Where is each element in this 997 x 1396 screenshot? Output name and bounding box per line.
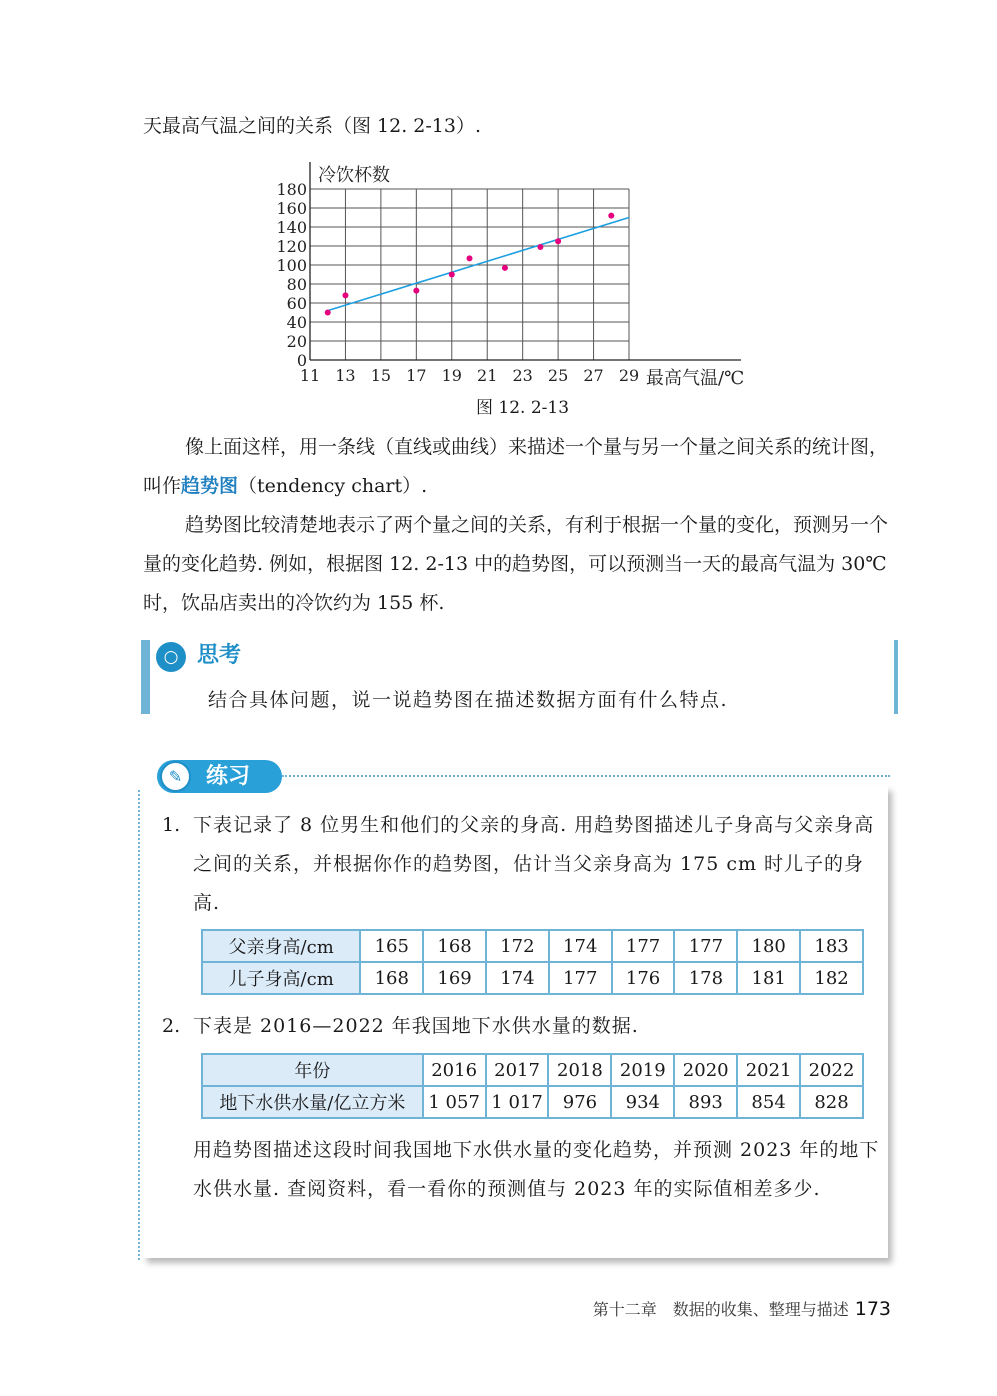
table-row <box>202 1054 863 1086</box>
table-cell: 165 <box>360 930 423 962</box>
x-tick-label: 13 <box>335 366 356 385</box>
height-table <box>201 929 864 995</box>
think-box-right-bar <box>894 640 898 714</box>
x-tick-label: 29 <box>618 366 640 385</box>
exercise-top-dotted-line <box>282 775 890 777</box>
table-row <box>202 1086 863 1118</box>
table-cell: 172 <box>486 930 549 962</box>
table-cell: 174 <box>486 962 549 994</box>
question-2-text: 下表是 2016—2022 年我国地下水供水量的数据. <box>193 1015 639 1037</box>
data-point <box>555 238 561 244</box>
y-tick-label: 120 <box>276 237 307 256</box>
y-tick-label: 20 <box>286 332 307 351</box>
question-1-text: 下表记录了 8 位男生和他们的父亲的身高. 用趋势图描述儿子身高与父亲身高之间的关系，并根据你作的趋势图，估计当父亲身高为 175 cm 时儿子的身高. <box>193 814 875 914</box>
table-cell: 176 <box>612 962 675 994</box>
y-tick-label: 140 <box>276 218 307 237</box>
table-cell: 854 <box>737 1086 800 1118</box>
x-tick-label: 11 <box>299 366 321 385</box>
table-row <box>202 962 863 994</box>
data-point <box>467 255 473 261</box>
paragraph-definition-text: 像上面这样，用一条线（直线或曲线）来描述一个量与另一个量之间关系的统计图，叫作 <box>143 436 889 497</box>
table-cell: 177 <box>612 930 675 962</box>
table-cell: 169 <box>423 962 486 994</box>
table-cell: 893 <box>674 1086 737 1118</box>
table-cell: 1 057 <box>423 1086 486 1118</box>
paragraph-definition-tail: （tendency chart）. <box>238 475 428 497</box>
y-tick-label: 160 <box>276 199 307 218</box>
table-cell: 182 <box>800 962 863 994</box>
x-tick-label: 17 <box>406 366 427 385</box>
table-cell: 2017 <box>486 1054 549 1086</box>
y-tick-label: 180 <box>276 180 307 199</box>
data-point <box>413 288 419 294</box>
data-point <box>537 244 543 250</box>
data-point <box>502 265 508 271</box>
data-point <box>342 292 348 298</box>
page-footer <box>593 1297 891 1322</box>
table-cell: 168 <box>423 930 486 962</box>
table-header-cell: 儿子身高/cm <box>202 962 360 994</box>
table-cell: 2016 <box>423 1054 486 1086</box>
data-point <box>449 272 455 278</box>
paragraph-explanation <box>143 506 898 623</box>
table-cell: 976 <box>548 1086 611 1118</box>
table-row <box>202 930 863 962</box>
y-tick-label: 0 <box>296 351 307 370</box>
think-text: 结合具体问题，说一说趋势图在描述数据方面有什么特点. <box>208 689 729 711</box>
x-tick-label: 15 <box>370 366 392 385</box>
trend-line <box>328 218 629 311</box>
table-cell: 180 <box>737 930 800 962</box>
pencil-icon: ✎ <box>160 761 191 792</box>
y-axis-label: 冷饮杯数 <box>318 165 390 186</box>
table-cell: 177 <box>549 962 612 994</box>
table-cell: 2021 <box>737 1054 800 1086</box>
question-2-number: 2. <box>162 1015 181 1037</box>
keyword-tendency-chart: 趋势图 <box>181 475 239 497</box>
think-box <box>141 640 898 714</box>
table-header-cell: 年份 <box>202 1054 423 1086</box>
table-header-cell: 地下水供水量/亿立方米 <box>202 1086 423 1118</box>
chapter-title: 第十二章 数据的收集、整理与描述 <box>592 1300 849 1319</box>
table-cell: 2018 <box>548 1054 611 1086</box>
table-cell: 183 <box>800 930 863 962</box>
question-2-follow-text: 用趋势图描述这段时间我国地下水供水量的变化趋势，并预测 2023 年的地下水供水量. 查阅资料，看一看你的预测值与 2023 年的实际值相差多少. <box>193 1139 880 1200</box>
y-tick-label: 60 <box>286 294 307 313</box>
paragraph-definition <box>143 428 898 506</box>
table-cell: 828 <box>800 1086 863 1118</box>
x-tick-label: 23 <box>512 366 533 385</box>
table-cell: 174 <box>549 930 612 962</box>
intro-line: 天最高气温之间的关系（图 12. 2-13）. <box>143 115 482 137</box>
x-axis-label: 最高气温/℃ <box>646 368 745 389</box>
x-tick-label: 21 <box>477 366 498 385</box>
exercise-left-dotted-line <box>138 790 140 1260</box>
y-tick-label: 40 <box>286 313 307 332</box>
think-box-left-bar <box>141 640 150 714</box>
table-cell: 1 017 <box>486 1086 549 1118</box>
exercise-title: 练习 <box>206 764 251 789</box>
x-tick-label: 19 <box>441 366 462 385</box>
think-title: 思考 <box>197 643 242 668</box>
table-cell: 177 <box>674 930 737 962</box>
groundwater-table <box>201 1053 864 1119</box>
x-tick-label: 25 <box>547 366 569 385</box>
figure-caption: 图 12. 2-13 <box>476 398 570 418</box>
paragraph-explanation-text: 趋势图比较清楚地表示了两个量之间的关系，有利于根据一个量的变化，预测另一个量的变化趋势. 例如，根据图 12. 2-13 中的趋势图，可以预测当一天的最高气温为 30℃ 时，饮品店卖出的冷饮约为 155 杯. <box>143 514 889 614</box>
data-point <box>325 310 331 316</box>
table-cell: 2020 <box>674 1054 737 1086</box>
x-tick-label: 27 <box>583 366 604 385</box>
y-tick-label: 80 <box>286 275 307 294</box>
table-cell: 181 <box>737 962 800 994</box>
table-cell: 168 <box>360 962 423 994</box>
data-point <box>608 213 614 219</box>
y-tick-label: 100 <box>276 256 307 275</box>
table-cell: 934 <box>611 1086 674 1118</box>
trend-chart <box>270 158 770 393</box>
page-number: 173 <box>854 1298 891 1320</box>
lightbulb-icon: ○ <box>156 642 186 672</box>
question-1-number: 1. <box>162 814 181 836</box>
table-cell: 2019 <box>611 1054 674 1086</box>
table-cell: 178 <box>674 962 737 994</box>
table-header-cell: 父亲身高/cm <box>202 930 360 962</box>
table-cell: 2022 <box>800 1054 863 1086</box>
